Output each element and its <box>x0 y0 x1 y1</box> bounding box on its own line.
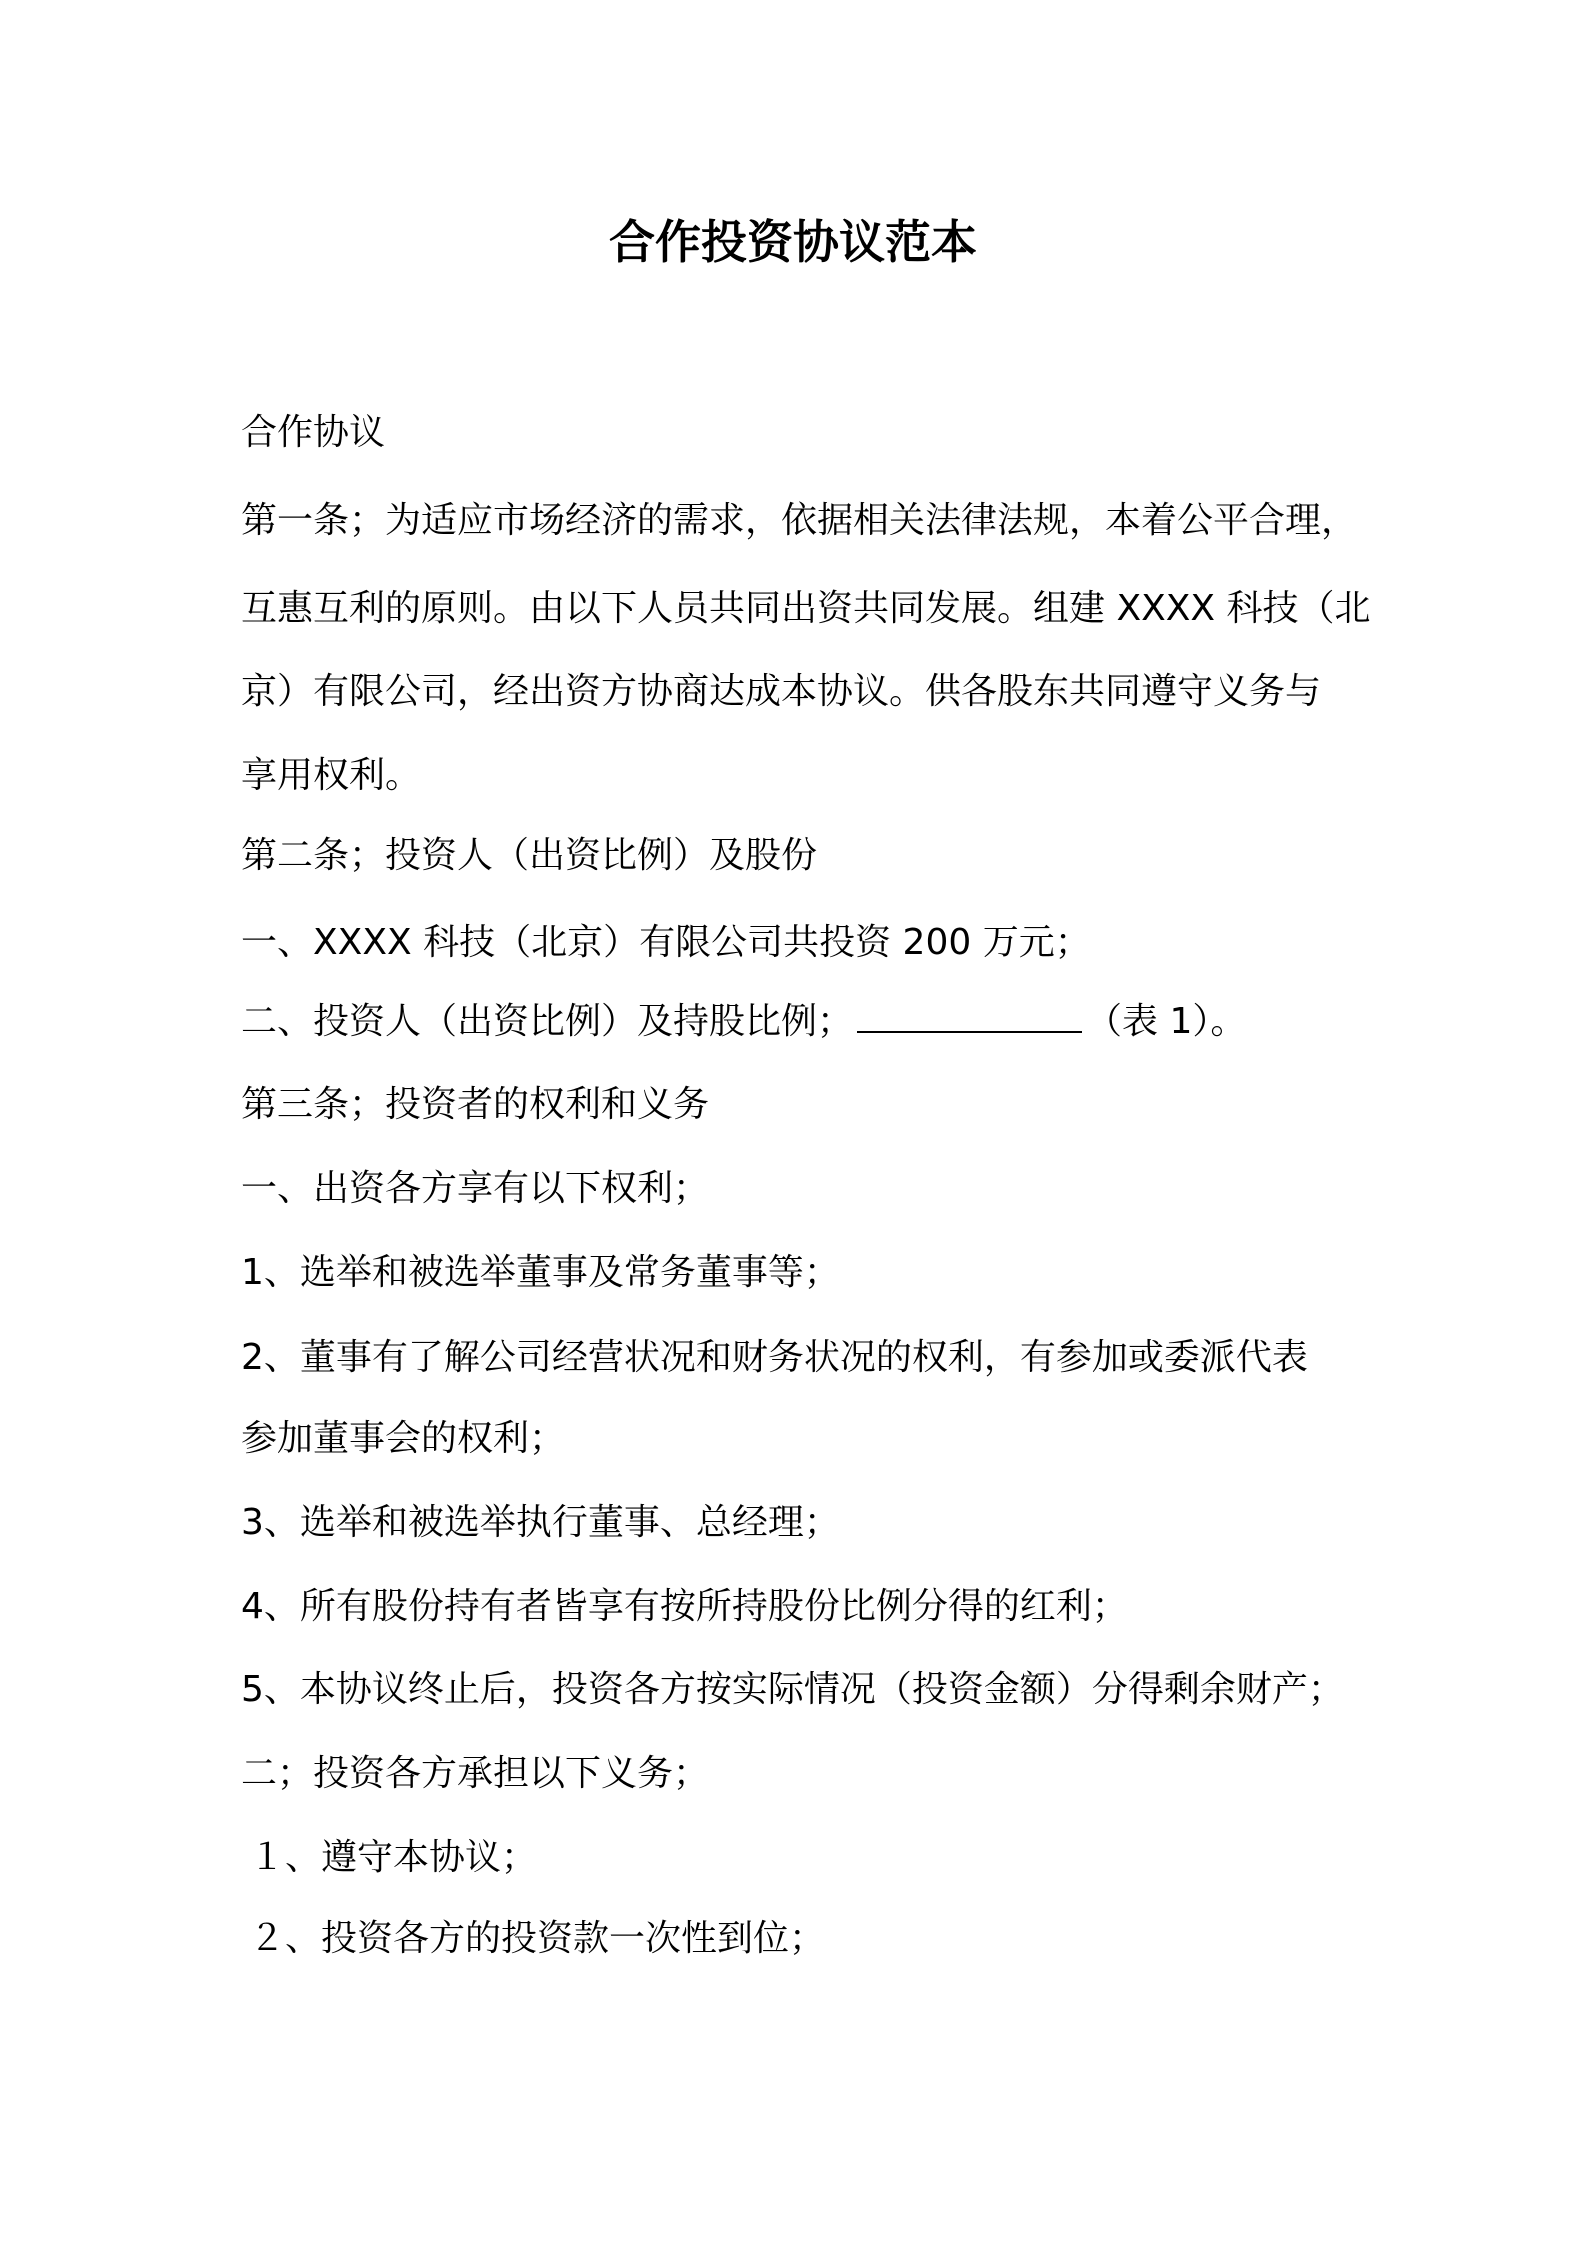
article-3-heading: 第三条；投资者的权利和义务 <box>241 1084 710 1125</box>
article-2-item-2-suffix: （表 1）。 <box>1086 1001 1247 1042</box>
duty-item-1: １、遵守本协议； <box>249 1837 538 1878</box>
article-2-item-2 <box>241 997 1246 1047</box>
article-1-line-2: 互惠互利的原则。由以下人员共同出资共同发展。组建 XXXX 科技（北 <box>241 588 1371 629</box>
article-2-item-1: 一、XXXX 科技（北京）有限公司共投资 200 万元； <box>241 922 1091 963</box>
right-item-2-line-2: 参加董事会的权利； <box>241 1418 566 1459</box>
article-1-line-3: 京）有限公司，经出资方协商达成本协议。供各股东共同遵守义务与 <box>241 671 1322 712</box>
document-title: 合作投资协议范本 <box>609 215 977 269</box>
right-item-1: 1、选举和被选举董事及常务董事等； <box>241 1252 840 1293</box>
duties-heading: 二；投资各方承担以下义务； <box>241 1753 710 1794</box>
right-item-2-line-1: 2、董事有了解公司经营状况和财务状况的权利，有参加或委派代表 <box>241 1337 1308 1378</box>
right-item-3: 3、选举和被选举执行董事、总经理； <box>241 1502 840 1543</box>
right-item-4: 4、所有股份持有者皆享有按所持股份比例分得的红利； <box>241 1586 1128 1627</box>
article-1-line-4: 享用权利。 <box>241 755 422 796</box>
rights-heading: 一、出资各方享有以下权利； <box>241 1168 710 1209</box>
right-item-5: 5、本协议终止后，投资各方按实际情况（投资金额）分得剩余财产； <box>241 1669 1344 1710</box>
article-2-heading: 第二条；投资人（出资比例）及股份 <box>241 835 818 876</box>
section-heading: 合作协议 <box>241 412 386 453</box>
duty-item-2: ２、投资各方的投资款一次性到位； <box>249 1918 826 1959</box>
article-1-line-1: 第一条；为适应市场经济的需求，依据相关法律法规，本着公平合理， <box>241 500 1358 541</box>
article-2-item-2-prefix: 二、投资人（出资比例）及持股比例； <box>241 1001 854 1042</box>
fill-in-blank <box>857 997 1082 1033</box>
